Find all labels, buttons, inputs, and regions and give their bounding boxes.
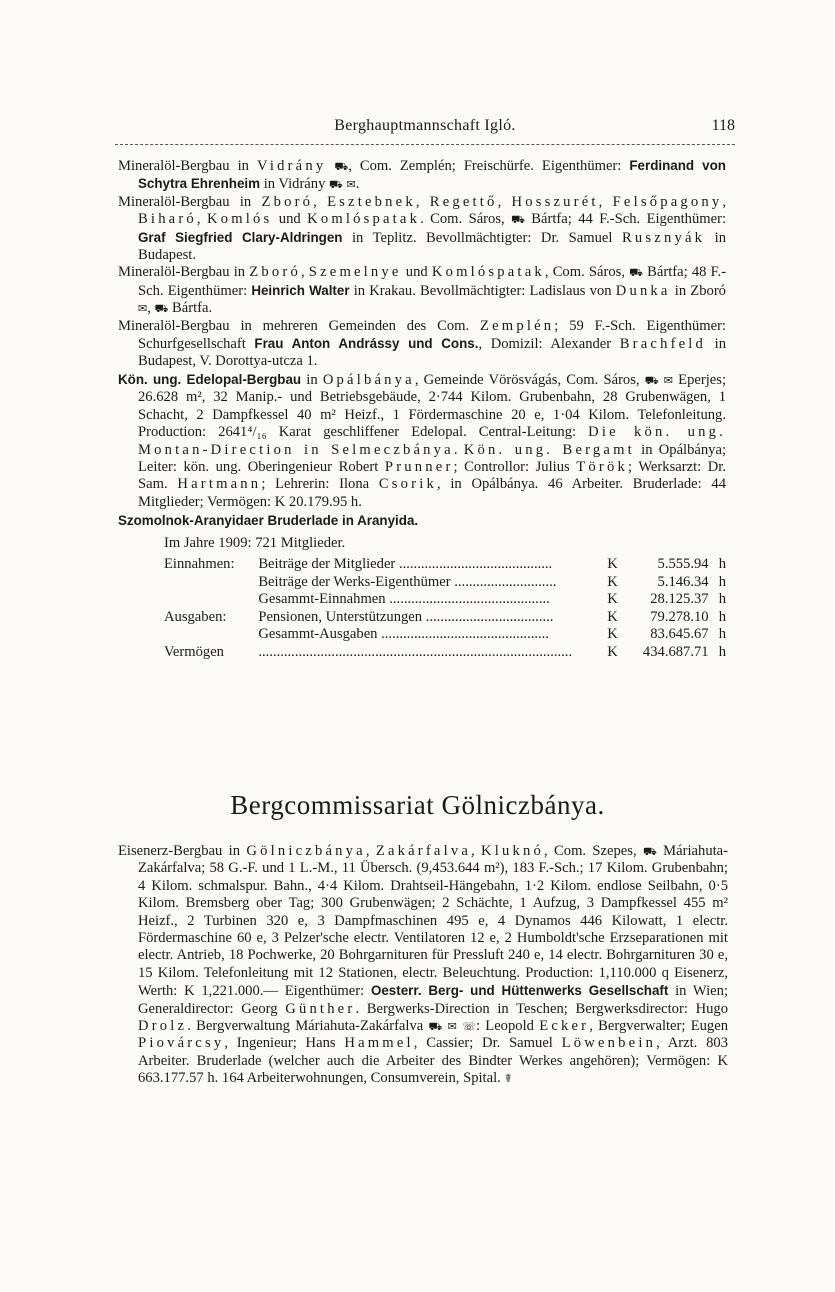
- row-label: [164, 626, 258, 644]
- text-run: in Vidrány: [260, 176, 330, 193]
- spaced-name: Regettő: [429, 193, 498, 210]
- text-run: in Zboró: [670, 282, 726, 299]
- row-item-text: Beiträge der Mitglieder: [258, 555, 396, 572]
- spaced-name: Dunka: [615, 282, 671, 299]
- text-run: ,: [722, 193, 727, 210]
- header-rule: [115, 144, 735, 145]
- text-run: in Budapest, V. Dorottya-utcza 1.: [138, 336, 726, 370]
- row-currency: [607, 591, 637, 609]
- row-currency: [607, 644, 637, 662]
- row-unit-text: h: [718, 573, 726, 590]
- spaced-name: Csorik: [378, 476, 437, 493]
- text-run: ,: [196, 211, 207, 228]
- railway-station-icon: ⛟: [329, 178, 343, 192]
- row-unit-text: h: [718, 626, 726, 643]
- spaced-name: Gölniczbánya: [246, 843, 366, 859]
- post-office-icon: ✉: [138, 302, 148, 316]
- bruderlade-table: [164, 556, 726, 662]
- spaced-name: Brachfeld: [619, 336, 707, 353]
- text-run: : Leopold: [475, 1018, 540, 1035]
- spaced-name: Esztebnek: [327, 193, 416, 210]
- leader-dots: ..............................................: [377, 626, 549, 643]
- spaced-name: Hosszurét: [511, 193, 599, 210]
- row-label: [164, 574, 258, 592]
- entry: [118, 157, 726, 194]
- row-currency-text: K: [607, 608, 618, 625]
- text-run: . Com. Sáros,: [420, 211, 512, 228]
- text-run: in: [301, 371, 323, 388]
- text-run: ; Lehrerin: Ilona: [261, 476, 379, 493]
- row-item: [258, 591, 607, 609]
- row-item-text: Gesammt-Einnahmen: [258, 591, 386, 608]
- text-run: Máriahuta-Zakárfalva; 58 G.-F. und 1 L.-M., 11 Übersch. (9,453.644 m²), 183 F.-Sch.; 17 Kilom. Grubenbahn; 4 Kilom. schmalspur. Bahn., 4·4 Kilom. Drahtseil-Hängebahn, 1·2 Kilom. endlose Seilbahn, 0·5 Kilom. Bremsberg ober Tag; 300 Grubenwägen; 2 Schächte, 1 Aufzug, 3 Dampfkessel 455 m² Heizf., 2 Turbinen 320 e, 3 Dampfmaschinen 495 e, 4 Dynamos 446 Kilowatt, 1 electr. Fördermaschine 60 e, 3 Pelzer'sche electr. Ventilatoren 12 e, 2 Humboldt'sche Erzseparationen mit electr. Antrieb, 18 Pochwerke, 20 Bohrgarnituren für Pressluft 240 e, 14 electr. Bohrgarnituren 30 e, 15 Kilom. Telefonleitung mit 12 Stationen, electr. Beleuchtung. Production: 1,110.000 q Eisenerz, Werth: K 1,221.000.— Eigenthümer:: [138, 843, 729, 1000]
- row-label: [164, 609, 258, 627]
- post-office-icon: ✉: [346, 178, 356, 192]
- entries-list: [118, 157, 726, 511]
- leader-dots: ...................................: [422, 608, 554, 625]
- text-run: ,: [497, 193, 512, 210]
- text-run: ,: [365, 843, 376, 859]
- spaced-name: Zemplén: [480, 317, 555, 334]
- row-unit: [709, 556, 726, 574]
- text-run: in Opálbánya; Leiter: kön. ung. Oberingenieur Robert: [138, 441, 726, 475]
- text-run: ; Controllor: Julius: [453, 458, 577, 475]
- text-run: ; 59 F.-Sch. Eigenthümer: Schurfgesellschaft: [138, 317, 726, 353]
- table-row: [164, 626, 726, 644]
- railway-station-icon: ⛟: [642, 845, 657, 858]
- spaced-name: Hammel: [344, 1035, 414, 1052]
- row-amount: [637, 644, 709, 662]
- text-run: , Domizil: Alexander: [478, 336, 620, 353]
- row-currency-text: K: [607, 591, 618, 608]
- spaced-name: Zboró: [261, 193, 314, 210]
- text-run: ,: [147, 300, 155, 317]
- row-item-text: Pensionen, Unterstützungen: [258, 608, 423, 625]
- text-run: und: [272, 211, 308, 228]
- table-row: [164, 591, 726, 609]
- spaced-name: Drolz: [138, 1018, 188, 1035]
- spaced-name: Löwenbein: [561, 1035, 657, 1052]
- row-unit: [709, 609, 726, 627]
- row-unit: [709, 591, 726, 609]
- text-run: .: [453, 441, 464, 458]
- post-office-icon: ✉: [447, 1020, 457, 1034]
- text-run: , Arzt. 803 Arbeiter. Bruderlade (welcher auch die Arbeiter des Bindter Werkes angehören); Vermögen: K 663.177.57 h. 164 Arbeiterwohnungen, Consumverein, Spital.: [138, 1035, 728, 1087]
- row-item: [258, 644, 607, 662]
- spaced-name: Rusznyák: [621, 229, 706, 246]
- row-item-text: Beiträge der Werks-Eigenthümer: [258, 573, 451, 590]
- row-currency: [607, 556, 637, 574]
- text-run: und: [401, 264, 432, 281]
- spaced-name: Zakárfalva: [375, 843, 472, 859]
- row-amount-text: 79.278.10: [650, 608, 709, 625]
- text-run: ,: [313, 193, 328, 210]
- text-run: , Cassier; Dr. Samuel: [413, 1035, 562, 1052]
- row-unit: [709, 644, 726, 662]
- row-amount-text: 5.146.34: [657, 573, 709, 590]
- row-amount: [637, 591, 709, 609]
- bold-name: Graf Siegfried Clary-Aldringen: [138, 229, 343, 245]
- text-run: in Teplitz. Bevollmächtigter: Dr. Samuel: [342, 229, 622, 246]
- row-item: [258, 626, 607, 644]
- row-unit-text: h: [718, 608, 726, 625]
- bruderlade-year: Im Jahre 1909: 721 Mitglieder.: [164, 534, 346, 551]
- post-office-icon: ✉: [663, 373, 673, 387]
- row-item: [258, 574, 607, 592]
- row-unit-text: h: [718, 555, 726, 572]
- spaced-name: Prunner: [384, 458, 454, 475]
- text-run: , Com. Szepes,: [544, 843, 643, 859]
- row-currency: [607, 574, 637, 592]
- row-currency: [607, 609, 637, 627]
- text-run: , Com. Zemplén; Freischürfe. Eigenthümer:: [348, 158, 630, 174]
- row-currency-text: K: [607, 573, 618, 590]
- entry: [118, 194, 726, 265]
- row-amount: [637, 574, 709, 592]
- spaced-name: Felsőpagony: [612, 193, 723, 210]
- entry: [118, 371, 726, 511]
- text-run: , Bergverwalter; Eugen: [589, 1018, 729, 1035]
- spaced-name: Zboró: [249, 264, 301, 281]
- row-item: [258, 556, 607, 574]
- row-unit: [709, 626, 726, 644]
- row-amount: [637, 609, 709, 627]
- spaced-name: Kön. ung. Bergamt: [463, 441, 635, 458]
- table-row: [164, 644, 726, 662]
- railway-station-icon: ⛟: [154, 302, 169, 316]
- row-amount: [637, 626, 709, 644]
- row-label: [164, 556, 258, 574]
- bold-name: Frau Anton Andrássy und Cons.: [254, 336, 479, 352]
- text-run: .: [355, 176, 360, 193]
- text-run: Bártfa; 44 F.-Sch. Eigenthümer:: [524, 211, 727, 228]
- text-run: , Gemeinde Vörösvágás, Com. Sáros,: [414, 371, 645, 388]
- spaced-name: Vidrány: [256, 158, 327, 174]
- table-row: [164, 574, 726, 592]
- text-run: , Com. Sáros,: [544, 264, 630, 281]
- row-amount: [637, 556, 709, 574]
- leader-dots: ......................................................................................: [258, 643, 573, 660]
- row-currency-text: K: [607, 626, 618, 643]
- spaced-name: Biharó: [138, 211, 197, 228]
- text-run: Eperjes; 26.628 m², 32 Manip.- und Betriebsgebäude, 2·744 Kilom. Grubenbahn, 28 Grubenwägen, 1 Schacht, 2 Dampfkessel 40 m² Heizf., 1 Fördermaschine 20 e, 1·04 Kilom. Telefonleitung. Production: 2641⁴/₁₆ Karat geschliffener Edelopal. Central-Leitung:: [138, 371, 726, 441]
- railway-station-icon: ⛟: [629, 266, 643, 280]
- text-run: Bártfa.: [168, 300, 213, 317]
- text-run: Mineralöl-Bergbau in: [118, 264, 250, 281]
- text-run: , Ingenieur; Hans: [224, 1035, 345, 1052]
- row-currency-text: K: [607, 643, 618, 660]
- row-amount-text: 28.125.37: [650, 591, 709, 608]
- spaced-name: Ecker: [539, 1018, 590, 1035]
- railway-station-icon: ⛟: [644, 373, 659, 387]
- text-run: ; Werksarzt: Dr. Sam.: [138, 458, 727, 493]
- spaced-name: Piovárcsy: [138, 1035, 225, 1052]
- row-label-text: Ausgaben:: [164, 608, 227, 625]
- header-title: Berghauptmannschaft Igló.: [334, 117, 516, 134]
- section-entry: [118, 843, 728, 1088]
- bruderlade-title: Szomolnok-Aranyidaer Bruderlade in Aranyida.: [118, 513, 419, 529]
- entries-block: [118, 157, 726, 662]
- text-run: in Wien; Generaldirector: Georg: [138, 983, 728, 1017]
- text-run: ,: [415, 193, 430, 210]
- section-body: [118, 843, 728, 1088]
- section-title: Bergcommissariat Gölniczbánya.: [230, 790, 605, 820]
- text-run: in Krakau. Bevollmächtigter: Ladislaus von: [349, 282, 616, 299]
- spaced-name: Opálbánya: [322, 371, 415, 388]
- spaced-name: Die kön. ung. Montan-Direction in Selmeczbánya: [138, 424, 726, 458]
- row-amount-text: 5.555.94: [657, 555, 709, 572]
- row-amount-text: 434.687.71: [642, 643, 709, 660]
- row-unit: [709, 574, 726, 592]
- text-run: Bártfa; 48 F.-Sch. Eigenthümer:: [138, 264, 727, 299]
- spaced-name: Günther: [285, 1000, 356, 1017]
- bold-name: Heinrich Walter: [251, 282, 350, 298]
- row-amount-text: 83.645.67: [650, 626, 709, 643]
- entry: [118, 318, 726, 371]
- row-unit-text: h: [718, 643, 726, 660]
- spaced-name: Komlóspatak: [431, 264, 545, 281]
- row-item: [258, 609, 607, 627]
- spaced-name: Török: [576, 458, 628, 475]
- page-number: 118: [711, 117, 735, 134]
- bold-name: Kön. ung. Edelopal-Bergbau: [118, 371, 302, 387]
- leader-dots: ............................................: [385, 591, 550, 608]
- text-run: . Bergverwaltung Máriahuta-Zakárfalva: [187, 1018, 429, 1035]
- pharmacy-icon: ☤: [504, 1072, 512, 1086]
- railway-station-icon: ⛟: [511, 213, 525, 227]
- table-row: [164, 609, 726, 627]
- spaced-name: Hartmann: [177, 476, 262, 493]
- row-label: [164, 644, 258, 662]
- row-unit-text: h: [718, 591, 726, 608]
- telephone-icon: ☏: [462, 1020, 476, 1034]
- leader-dots: ..........................................: [395, 555, 553, 572]
- table-row: [164, 556, 726, 574]
- text-run: Mineralöl-Bergbau in mehreren Gemeinden des Com.: [118, 317, 481, 334]
- text-run: ,: [598, 193, 613, 210]
- text-run: Mineralöl-Bergbau in: [118, 193, 262, 210]
- text-run: , in Opálbánya. 46 Arbeiter. Bruderlade: 44 Mitglieder; Vermögen: K 20.179.95 h.: [138, 476, 727, 510]
- text-run: in Budapest.: [138, 229, 727, 264]
- row-label-text: Einnahmen:: [164, 555, 235, 572]
- row-item-text: Gesammt-Ausgaben: [258, 626, 378, 643]
- spaced-name: Kluknó: [481, 843, 545, 859]
- text-run: ,: [300, 264, 309, 281]
- railway-station-icon: ⛟: [428, 1020, 443, 1034]
- entry: [118, 264, 726, 317]
- leader-dots: ............................: [450, 573, 557, 590]
- text-run: ,: [471, 843, 482, 859]
- spaced-name: Szemelnye: [308, 264, 402, 281]
- running-header: [115, 117, 735, 139]
- spaced-name: Komlóspatak: [307, 211, 421, 228]
- text-run: . Bergwerks-Direction in Teschen; Bergwerksdirector: Hugo: [355, 1000, 728, 1017]
- row-label-text: Vermögen: [164, 643, 224, 660]
- spaced-name: Komlós: [206, 211, 273, 228]
- railway-station-icon: ⛟: [334, 160, 349, 173]
- bold-name: Ferdinand von Schytra Ehrenheim: [138, 158, 726, 192]
- text-run: Mineralöl-Bergbau in: [118, 158, 257, 174]
- text-run: Eisenerz-Bergbau in: [118, 843, 247, 859]
- row-currency-text: K: [607, 555, 618, 572]
- row-currency: [607, 626, 637, 644]
- bold-name: Oesterr. Berg- und Hüttenwerks Gesellschaft: [370, 983, 669, 999]
- row-label: [164, 591, 258, 609]
